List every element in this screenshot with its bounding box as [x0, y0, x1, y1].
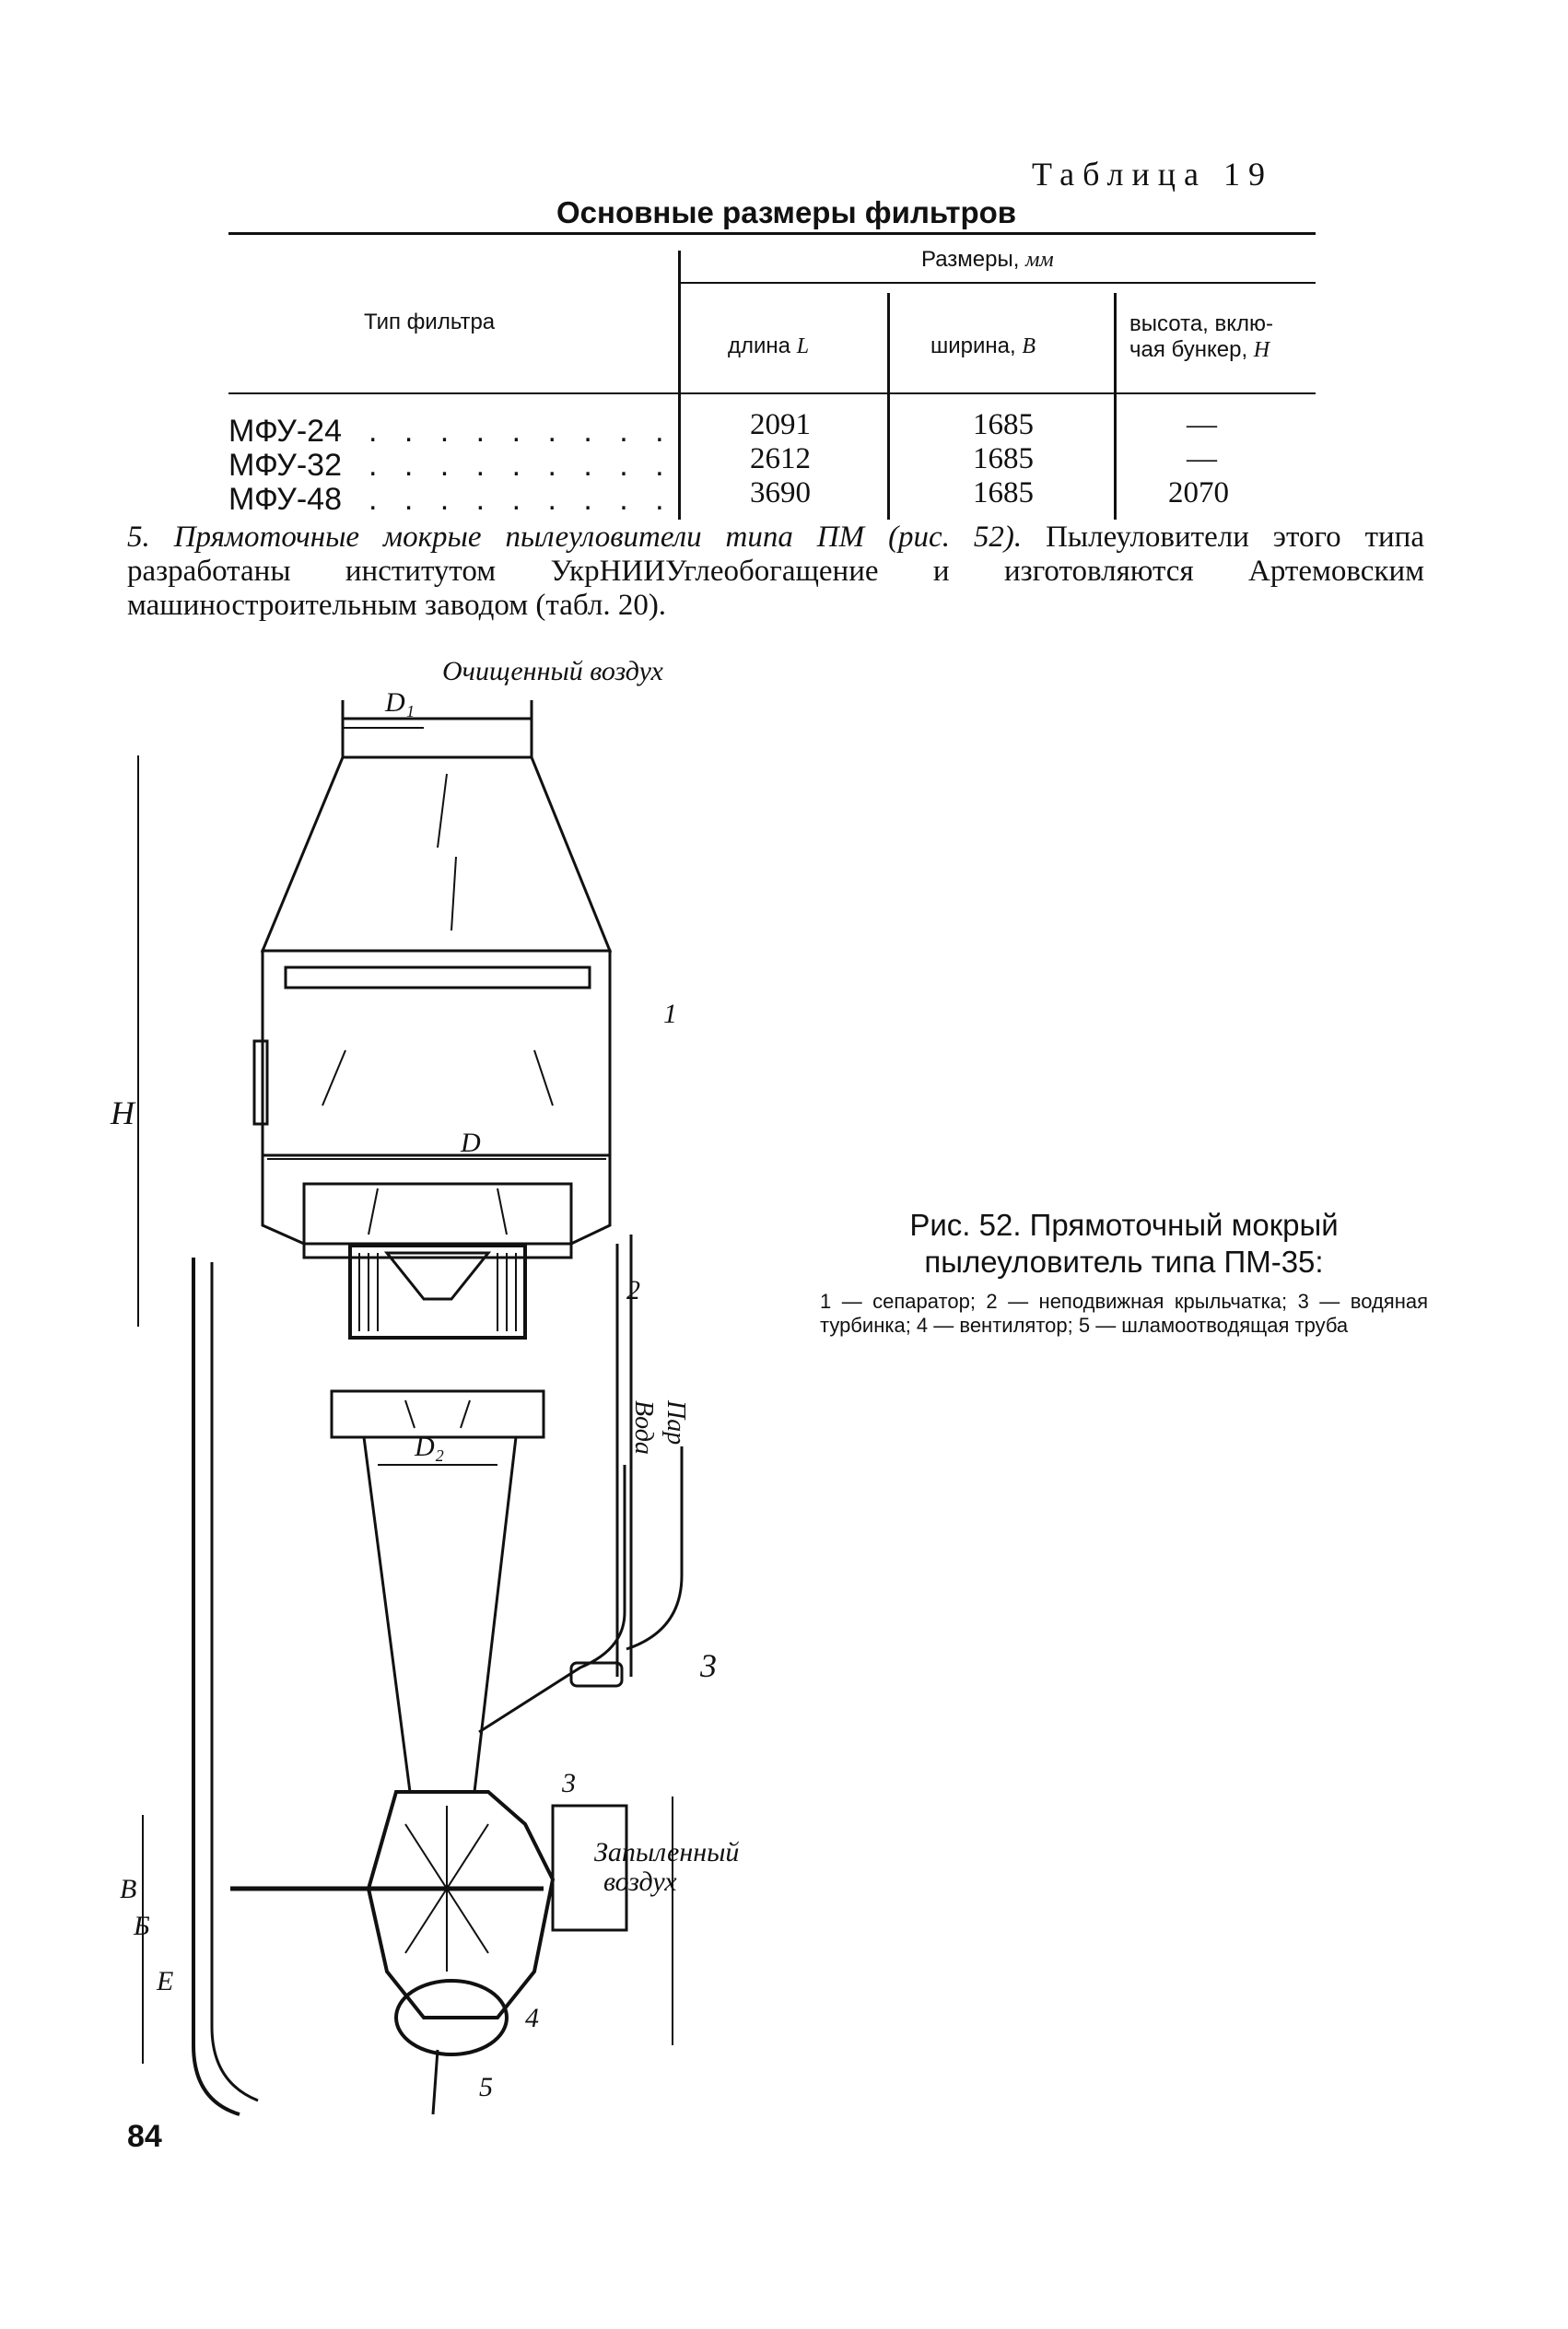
header-width-label: ширина, — [930, 334, 1016, 358]
header-height — [1129, 311, 1273, 363]
separator-inner — [286, 967, 590, 988]
coupling — [571, 1663, 622, 1686]
header-width-var: B — [1022, 334, 1036, 358]
fixed-impeller — [350, 1246, 525, 1338]
row-length: 2612 — [750, 442, 811, 475]
row-height: — — [1187, 408, 1217, 441]
header-length — [728, 334, 809, 359]
paragraph-body: Пылеуловители этого типа разработаны институтом УкрНИИУглеобогащение и изготовляются Артемовским машиностроительным заводом (табл. 20). — [127, 521, 1424, 622]
table-top-rule — [228, 232, 1316, 235]
figure-caption-legend: 1 — сепаратор; 2 — неподвижная крыльчатка; 3 — водяная турбинка; 4 — вентилятор; 5 — шламоотводящая труба — [820, 1290, 1428, 1337]
separator-body — [263, 951, 610, 1155]
paragraph-title: 5. Прямоточные мокрые пылеуловители типа ПМ (рис. 52). — [127, 521, 1023, 554]
row-type: МФУ-48 — [228, 482, 343, 517]
row-length: 3690 — [750, 476, 811, 509]
impeller-cone — [387, 1253, 488, 1299]
label-1: 1 — [663, 999, 677, 1029]
table-title: Основные размеры фильтров — [556, 195, 1017, 229]
slurry-outlet — [433, 2050, 438, 2114]
label-3: 3 — [562, 1768, 576, 1798]
table-col-divider-2 — [887, 293, 890, 520]
label-dusty-air-2: воздух — [603, 1867, 677, 1897]
row-width: 1685 — [973, 442, 1034, 475]
nozzle-box — [332, 1391, 544, 1437]
row-leader-dots: . . . . . . . . . — [369, 448, 673, 483]
row-width: 1685 — [973, 476, 1034, 509]
turbine-housing — [369, 1792, 553, 2018]
row-leader-dots: . . . . . . . . . — [369, 414, 673, 449]
header-height-line2 — [1129, 337, 1273, 363]
label-dim-3: 3 — [700, 1647, 717, 1684]
table-subheader-rule — [680, 282, 1316, 284]
row-width: 1685 — [973, 408, 1034, 441]
label-H: H — [111, 1094, 135, 1131]
row-type: МФУ-32 — [228, 448, 343, 483]
upper-cone — [263, 757, 610, 951]
page-number: 84 — [127, 2119, 162, 2154]
header-sizes-unit: мм — [1025, 248, 1054, 272]
label-B: В — [120, 1874, 137, 1904]
row-height: 2070 — [1168, 476, 1229, 509]
transition-skirt — [263, 1155, 610, 1244]
row-length: 2091 — [750, 408, 811, 441]
header-sizes — [921, 247, 1054, 273]
header-width — [930, 334, 1036, 359]
header-height-var: H — [1253, 338, 1270, 362]
impeller-blades — [359, 1253, 516, 1331]
table-caption: Таблица 19 — [1032, 156, 1273, 193]
label-2: 2 — [626, 1275, 640, 1305]
slurry-pipe-left — [193, 1258, 240, 2114]
label-clean-air: Очищенный воздух — [442, 656, 663, 686]
outlet-neck — [343, 719, 532, 757]
table-col-divider-1 — [678, 251, 681, 520]
body-paragraph — [127, 521, 1424, 623]
table-header-rule — [228, 392, 1316, 394]
label-D2: D₂ — [415, 1432, 445, 1462]
header-length-var: L — [796, 334, 810, 358]
figure-caption — [820, 1207, 1428, 1338]
label-D: D — [461, 1128, 481, 1158]
label-D1: D₁ — [385, 687, 415, 718]
row-leader-dots: . . . . . . . . . — [369, 482, 673, 517]
turbine-blades — [387, 1806, 525, 1972]
side-window — [254, 1041, 267, 1124]
header-height-label: чая бункер, — [1129, 337, 1248, 362]
steam-pipe — [626, 1446, 682, 1649]
label-b: Б — [134, 1911, 150, 1941]
label-dusty-air-1: Запыленный — [594, 1837, 740, 1867]
table-col-divider-3 — [1114, 293, 1117, 520]
slurry-pipe-left-inner — [212, 1262, 258, 2101]
header-length-label: длина — [728, 334, 791, 358]
venturi-cone — [364, 1437, 516, 1792]
label-steam: Пар — [661, 1400, 690, 1445]
water-pipe — [479, 1465, 625, 1732]
header-height-line1: высота, вклю- — [1129, 311, 1274, 336]
header-sizes-label: Размеры, — [921, 247, 1020, 272]
row-type: МФУ-24 — [228, 414, 343, 449]
row-height: — — [1187, 442, 1217, 475]
header-type: Тип фильтра — [364, 310, 496, 334]
label-water: Вода — [629, 1400, 658, 1455]
dust-collector-drawing — [111, 656, 792, 2119]
label-5: 5 — [479, 2072, 493, 2102]
label-E: Е — [157, 1966, 174, 1996]
figure-caption-main: Рис. 52. Прямоточный мокрый пылеуловитель типа ПМ-35: — [909, 1208, 1339, 1279]
flow-arrows — [322, 774, 553, 1428]
label-4: 4 — [525, 2003, 539, 2033]
